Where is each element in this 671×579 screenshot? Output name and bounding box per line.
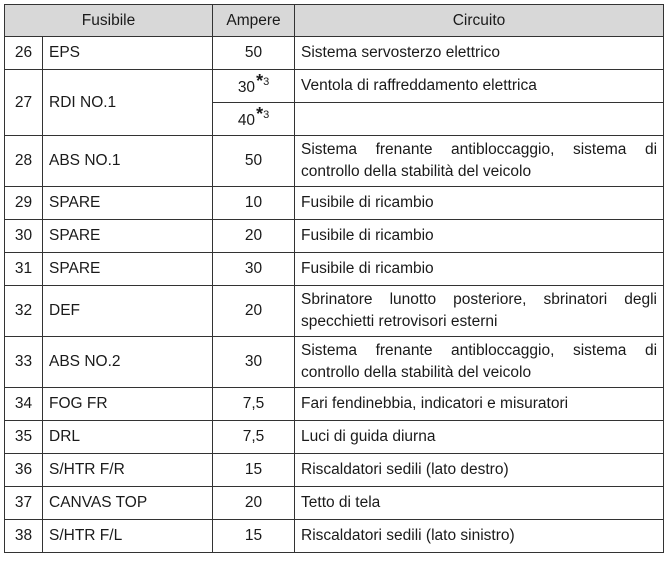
fuse-name: S/HTR F/R: [43, 454, 213, 487]
fuse-name: SPARE: [43, 253, 213, 286]
fuse-ampere: 10: [213, 187, 295, 220]
fuse-number: 28: [5, 136, 43, 187]
fuse-name: SPARE: [43, 187, 213, 220]
fuse-ampere: 50: [213, 136, 295, 187]
fuse-circuit: Fari fendinebbia, indicatori e misuratori: [295, 388, 664, 421]
fuse-circuit: Sbrinatore lunotto posteriore, sbrinatori degli specchietti retrovisori esterni: [295, 286, 664, 337]
table-row: [5, 520, 664, 553]
fuse-number: 27: [5, 70, 43, 136]
table-row: [5, 253, 664, 286]
table-row: [5, 421, 664, 454]
fuse-ampere: [213, 70, 295, 103]
fuse-ampere: 50: [213, 37, 295, 70]
header-ampere: Ampere: [213, 5, 295, 37]
fuse-ampere: 7,5: [213, 421, 295, 454]
fuse-number: 32: [5, 286, 43, 337]
table-row: [5, 286, 664, 337]
table-row: [5, 487, 664, 520]
fuse-circuit: Tetto di tela: [295, 487, 664, 520]
fuse-circuit: Sistema servosterzo elettrico: [295, 37, 664, 70]
fuse-ampere: 20: [213, 487, 295, 520]
table-row: [5, 454, 664, 487]
table-row: [5, 337, 664, 388]
fuse-ampere: 15: [213, 520, 295, 553]
fuse-circuit: Sistema frenante antibloccaggio, sistema di controllo della stabilità del veicolo: [295, 136, 664, 187]
fuse-name: FOG FR: [43, 388, 213, 421]
fuse-name: S/HTR F/L: [43, 520, 213, 553]
fuse-name: ABS NO.1: [43, 136, 213, 187]
note-asterisk: *: [256, 70, 264, 91]
note-asterisk: *: [256, 103, 264, 124]
fuse-table: [4, 4, 664, 553]
fuse-circuit: Riscaldatori sedili (lato destro): [295, 454, 664, 487]
header-circuit: Circuito: [295, 5, 664, 37]
table-row: [5, 37, 664, 70]
fuse-circuit: [295, 103, 664, 136]
fuse-ampere: 30: [213, 337, 295, 388]
fuse-number: 31: [5, 253, 43, 286]
note-number: 3: [263, 75, 270, 88]
fuse-number: 33: [5, 337, 43, 388]
fuse-ampere: 30: [213, 253, 295, 286]
fuse-number: 34: [5, 388, 43, 421]
fuse-circuit: Ventola di raffreddamento elettrica: [295, 70, 664, 103]
fuse-circuit: Sistema frenante antibloccaggio, sistema di controllo della stabilità del veicolo: [295, 337, 664, 388]
fuse-name: CANVAS TOP: [43, 487, 213, 520]
fuse-name: SPARE: [43, 220, 213, 253]
fuse-name: DEF: [43, 286, 213, 337]
ampere-value: 40: [237, 111, 256, 129]
fuse-name: RDI NO.1: [43, 70, 213, 136]
fuse-number: 30: [5, 220, 43, 253]
fuse-number: 26: [5, 37, 43, 70]
fuse-ampere: 20: [213, 286, 295, 337]
fuse-ampere: [213, 103, 295, 136]
fuse-circuit: Riscaldatori sedili (lato sinistro): [295, 520, 664, 553]
fuse-circuit: Fusibile di ricambio: [295, 253, 664, 286]
table-row: [5, 220, 664, 253]
fuse-number: 29: [5, 187, 43, 220]
fuse-name: EPS: [43, 37, 213, 70]
fuse-number: 36: [5, 454, 43, 487]
fuse-number: 35: [5, 421, 43, 454]
fuse-name: DRL: [43, 421, 213, 454]
fuse-circuit: Fusibile di ricambio: [295, 220, 664, 253]
fuse-ampere: 20: [213, 220, 295, 253]
fuse-number: 38: [5, 520, 43, 553]
fuse-number: 37: [5, 487, 43, 520]
fuse-circuit: Luci di guida diurna: [295, 421, 664, 454]
fuse-circuit: Fusibile di ricambio: [295, 187, 664, 220]
table-row: [5, 70, 664, 103]
table-row: [5, 136, 664, 187]
header-fuse: Fusibile: [5, 5, 213, 37]
ampere-value: 30: [237, 78, 256, 96]
table-row: [5, 187, 664, 220]
header-row: [5, 5, 664, 37]
table-row: [5, 388, 664, 421]
fuse-ampere: 7,5: [213, 388, 295, 421]
fuse-ampere: 15: [213, 454, 295, 487]
fuse-name: ABS NO.2: [43, 337, 213, 388]
note-number: 3: [263, 108, 270, 121]
